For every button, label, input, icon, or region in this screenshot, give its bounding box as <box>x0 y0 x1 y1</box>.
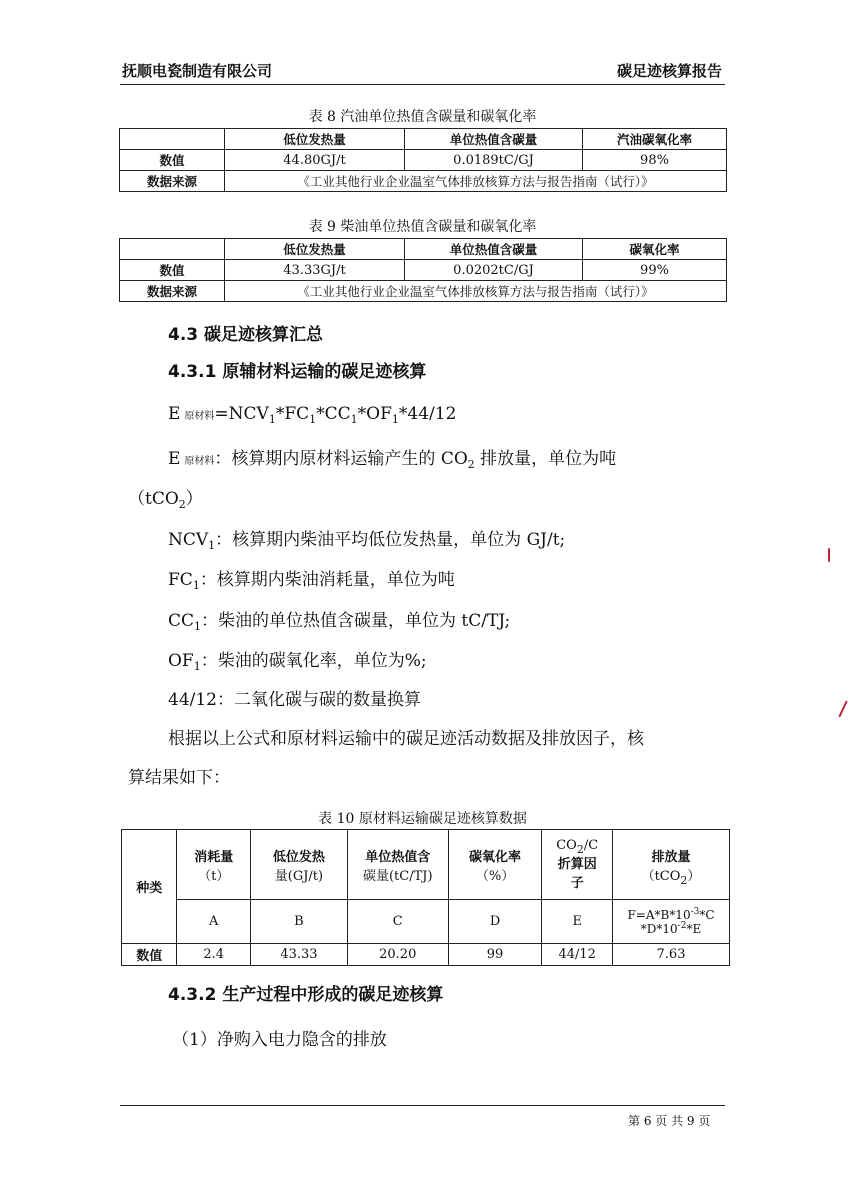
table10-header-cc: 单位热值含 碳量(tC/TJ) <box>347 830 448 900</box>
section-4-3-heading: 4.3 碳足迹核算汇总 <box>168 325 324 345</box>
table8-source: 《工业其他行业企业温室气体排放核算方法与报告指南（试行）》 <box>225 171 727 192</box>
table9-source: 《工业其他行业企业温室气体排放核算方法与报告指南（试行）》 <box>225 281 727 302</box>
table9-source-label: 数据来源 <box>120 281 225 302</box>
def-of: $OF_1$：柴油的碳氧化率，单位为%; <box>168 651 427 673</box>
table8-source-label: 数据来源 <box>120 171 225 192</box>
table8-ncv: 44.80GJ/t <box>225 150 405 171</box>
def-ncv: $NCV_1$：核算期内柴油平均低位发热量，单位为 GJ/t; <box>168 530 566 552</box>
table-row <box>122 900 730 944</box>
red-pen-mark <box>838 700 847 717</box>
table9-of: 99% <box>583 260 727 281</box>
table10-value-b: 43.33 <box>251 944 348 966</box>
table10-caption: 表 10 原材料运输碳足迹核算数据 <box>318 811 527 827</box>
header-rule <box>120 84 725 85</box>
table-row <box>122 944 730 966</box>
table9-cc: 0.0202tC/GJ <box>405 260 583 281</box>
table8-caption: 表 8 汽油单位热值含碳量和碳氧化率 <box>308 109 537 125</box>
table-row <box>120 260 727 281</box>
report-title: 碳足迹核算报告 <box>616 62 722 80</box>
section-4-3-1-heading: 4.3.1 原辅材料运输的碳足迹核算 <box>168 362 427 382</box>
red-pen-mark <box>828 548 830 562</box>
table9-header-cc: 单位热值含碳量 <box>405 239 583 260</box>
table8-header-of: 汽油碳氧化率 <box>583 129 727 150</box>
table9 <box>119 238 727 302</box>
formula: E原材料$=NCV_1*FC_1*CC_1*OF_1*44/12$ <box>168 404 457 426</box>
table10-header-of: 碳氧化率 （%） <box>448 830 542 900</box>
table8 <box>119 128 727 192</box>
table9-header-ncv: 低位发热量 <box>225 239 405 260</box>
table10-header-emission: 排放量 （tCO$_2$） <box>613 830 730 900</box>
item-1: （1）净购入电力隐含的排放 <box>172 1030 387 1050</box>
table8-row-label: 数值 <box>120 150 225 171</box>
company-name: 抚顺电瓷制造有限公司 <box>122 62 273 80</box>
table10-value-a: 2.4 <box>177 944 251 966</box>
table10-letter-e: E <box>542 900 613 944</box>
def-fc: $FC_1$：核算期内柴油消耗量，单位为吨 <box>168 570 455 592</box>
table8-of: 98% <box>583 150 727 171</box>
table-row <box>120 281 727 302</box>
table10-value-f: 7.63 <box>613 944 730 966</box>
table-row <box>122 830 730 900</box>
table10-kind: 种类 <box>122 830 177 944</box>
table9-header-of: 碳氧化率 <box>583 239 727 260</box>
page-number: 第 6 页 共 9 页 <box>628 1114 711 1128</box>
table10 <box>121 829 730 966</box>
def-cc: $CC_1$：柴油的单位热值含碳量，单位为 tC/TJ; <box>168 611 511 633</box>
table10-letter-c: C <box>347 900 448 944</box>
table8-header-ncv: 低位发热量 <box>225 129 405 150</box>
table-row <box>120 129 727 150</box>
table-row <box>120 239 727 260</box>
table10-header-factor: $CO_2/C$ 折算因 子 <box>542 830 613 900</box>
table10-value-c: 20.20 <box>347 944 448 966</box>
table10-letter-d: D <box>448 900 542 944</box>
table10-letter-b: B <box>251 900 348 944</box>
table10-value-d: 99 <box>448 944 542 966</box>
table8-header-cc: 单位热值含碳量 <box>405 129 583 150</box>
table9-caption: 表 9 柴油单位热值含碳量和碳氧化率 <box>308 219 537 235</box>
def-ratio: 44/12：二氧化碳与碳的数量换算 <box>168 690 421 710</box>
table10-header-ncv: 低位发热 量(GJ/t) <box>251 830 348 900</box>
table8-cc: 0.0189tC/GJ <box>405 150 583 171</box>
footer-rule <box>120 1105 725 1106</box>
table10-formula-f: $F=A*B*10^{-3}*C$ $*D*10^{-2}*E$ <box>613 900 730 944</box>
table-row <box>120 150 727 171</box>
table10-letter-a: A <box>177 900 251 944</box>
section-4-3-2-heading: 4.3.2 生产过程中形成的碳足迹核算 <box>168 985 444 1005</box>
table9-row-label: 数值 <box>120 260 225 281</box>
def-e-unit: （tCO$_2$） <box>128 489 203 511</box>
table10-row-label: 数值 <box>122 944 177 966</box>
table9-ncv: 43.33GJ/t <box>225 260 405 281</box>
conclusion-line-2: 算结果如下： <box>128 768 230 788</box>
table10-value-e: 44/12 <box>542 944 613 966</box>
conclusion-line-1: 根据以上公式和原材料运输中的碳足迹活动数据及排放因子，核 <box>168 729 644 749</box>
table-row <box>120 171 727 192</box>
table10-header-consumption: 消耗量 （t） <box>177 830 251 900</box>
def-e: E原材料：核算期内原材料运输产生的 $CO_2$ 排放量，单位为吨 <box>168 449 617 471</box>
